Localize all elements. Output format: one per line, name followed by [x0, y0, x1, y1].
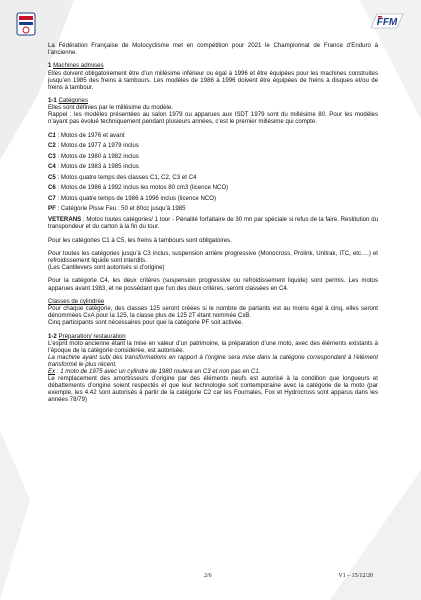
ffm-logo-text: FFM	[376, 17, 398, 28]
categories-intro: Elles sont définies par le millésime du modèle.	[48, 104, 173, 112]
section-1-1-heading	[48, 97, 378, 104]
section-1-text: Elles doivent obligatoirement être d’un millésime inférieur ou égal à 1996 et être équipées pour les machines construites jusqu’en 1985 des freins à tambours. Les modèles de 1986 à 1996 doivent être équipées de freins à disques et/ou de freins à tambour.	[48, 69, 378, 91]
cylindree-pf-line: Cinq participants sont nécessaires pour que la catégorie PF soit activée.	[48, 319, 244, 327]
veterans-paragraph: VETERANS : Motos toutes catégories/ 1 tour - Pénalité forfaitaire de 30 mn par spéciale si refus de la faire. Restitution du transpondeur et du carton à la fin du tour.	[48, 216, 378, 231]
category-item: C5 : Motos quatre temps des classes C1, C2, C3 et C4	[48, 173, 197, 181]
cylindree-paragraph: Pour chaque catégorie, des classes 125 seront créées si le nombre de partants est au moins égal à cinq, elles seront dénommées CxA pour la 125, la classe plus de 125 2T étant nommée CxB.	[48, 305, 378, 320]
section-1-2-heading	[48, 333, 378, 340]
example-paragraph: Ex : 1 moto de 1975 avec un cylindre de 1980 roulera en C3 et non pas en C1.	[48, 367, 261, 375]
transformation-paragraph: La machine ayant subi des transformations en rapport à l’origine sera mise dans la catégorie correspondant à l’élément transformé le plus récent.	[48, 353, 378, 368]
cantilevers-note: (Les Cantilevers sont autorisés si d’origine)	[48, 264, 165, 272]
category-item: C4 : Motos de 1983 à 1985 inclus	[48, 163, 139, 171]
section-number: 1	[48, 62, 52, 70]
document-body	[48, 42, 378, 403]
c4-paragraph: Pour la catégorie C4, les deux critères (suspension progressive ou refroidissement liquide) sont permis. Les motos apparues avant 1983, et ne possédant que l’un des deux critères, seront classées en C4.	[48, 277, 378, 292]
category-list	[48, 132, 378, 213]
category-item: C2 : Motos de 1977 à 1979 inclus	[48, 142, 139, 150]
amortisseurs-paragraph: Le remplacement des amortisseurs d’origine par des éléments neufs est autorisé à la condition que longueurs et débattements d’origine soient respectés et que leur technologie soit contemporaine avec la catégorie de la moto (par exemple, les 4.42 sont autorisés à partir de la catégorie C2 car les Fournales, Fox et Hydrocross sont apparus dans les années 78/79)	[48, 374, 378, 403]
document-version: V1 – 15/12/20	[338, 573, 373, 579]
category-item: C7 : Motos quatre temps de 1986 à 1996 inclus (licence NCO)	[48, 194, 217, 202]
section-number: 1-2	[48, 332, 57, 340]
category-item: C3 : Motos de 1980 à 1982 inclus	[48, 152, 139, 160]
section-1-heading	[48, 62, 378, 69]
intro-paragraph: La Fédération Française de Motocyclisme met en compétition pour 2021 le Championnat de France d’Enduro à l’ancienne.	[48, 42, 378, 57]
restauration-paragraph: L’esprit moto ancienne étant la mise en valeur d’un patrimoine, la préparation d’une moto, avec des éléments existants à l’époque de la catégorie considérée, est autorisée.	[48, 339, 378, 354]
category-item: PF : Catégorie Pisse Feu : 50 et 80cc jusqu’à 1985	[48, 205, 186, 213]
page-number: 2/6	[204, 573, 212, 579]
category-item: C1 : Motos de 1976 et avant	[48, 131, 125, 139]
rappel-paragraph: Rappel : les modèles présentées au salon 1979 ou apparues aux ISDT 1979 sont du millésime 80. Pour les modèles n’ayant pas évolué techniquement pendant plusieurs années, c’est le premier millésime qui compte.	[48, 111, 378, 126]
section-title: Catégories	[58, 97, 88, 105]
section-title: Préparation/ restauration	[58, 332, 126, 340]
ffm-shield-logo-icon	[16, 12, 36, 36]
page-header	[0, 0, 421, 40]
category-item: C6 : Motos de 1986 à 1992 inclus les motos 80 cm3 (licence NCO)	[48, 184, 229, 192]
drum-brakes-paragraph: Pour les catégories C1 à C5, les freins à tambours sont obligatoires.	[48, 236, 232, 244]
cylindree-heading: Classes de cylindrée	[48, 297, 105, 305]
suspension-paragraph: Pour toutes les catégories jusqu’à C3 inclus, suspension arrière progressive (Monocross, Prolink, Unitrak, ITC, etc….) et refroidissement liquide sont interdits.	[48, 249, 378, 264]
section-title: Machines admises	[53, 62, 104, 70]
ffm-brand-logo	[369, 12, 405, 30]
section-number: 1-1	[48, 97, 57, 105]
ffm-logo-icon	[369, 12, 405, 30]
